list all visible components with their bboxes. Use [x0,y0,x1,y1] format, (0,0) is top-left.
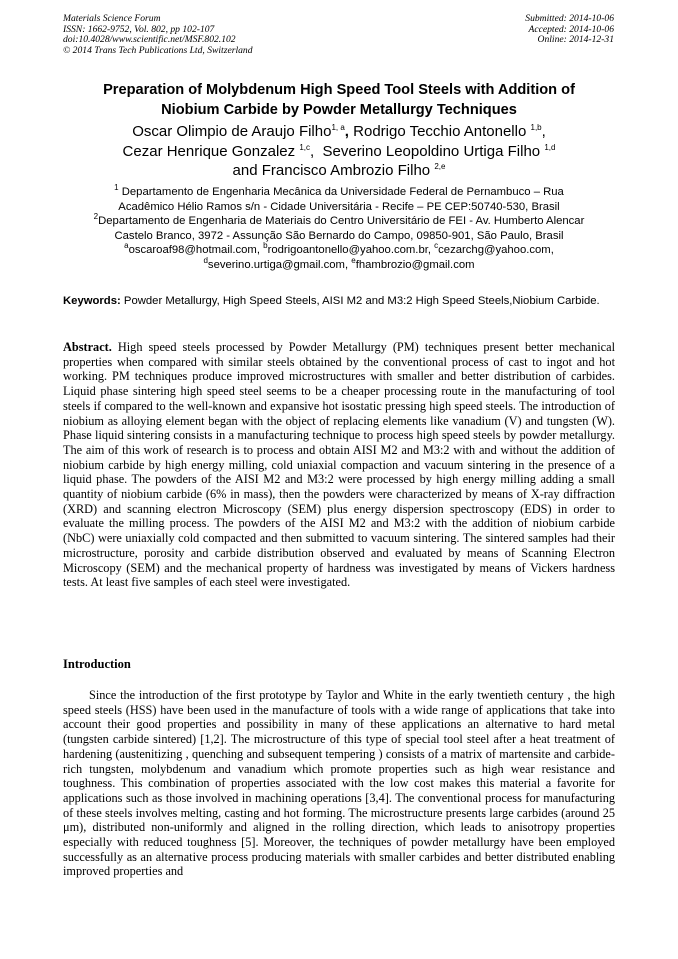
affiliation-mark: 2 [93,212,99,222]
email-d: severino.urtiga@gmail.com, [207,258,352,271]
email-mark: c [434,241,439,251]
affiliation-2-line-2: Castelo Branco, 3972 - Assunção São Bernardo do Campo, 09850-901, São Paulo, Brasil [114,229,564,242]
email-b: rodrigoantonello@yahoo.com.br, [267,244,435,257]
author-line-3 [60,161,618,181]
accepted-date: Accepted: 2014-10-06 [528,23,614,35]
journal-issn: ISSN: 1662-9752, Vol. 802, pp 102-107 [63,23,215,35]
abstract-label: Abstract. [63,340,112,354]
introduction-paragraph: Since the introduction of the first prototype by Taylor and White in the early twentieth century , the high speed steels (HSS) have been used in the manufacture of tools with a wide range of applications that take into account their good properties and possibility in many of these applications an alternative to hard metal (tungsten carbide sintered) [1,2]. The microstructure of this type of special tool steel after a heat treatment of hardening (austenitizing , quenching and subsequent tempering ) consists of a matrix of martensite and carbide-rich tungsten, molybdenum and vanadium which promote properties such as high wear resistance and toughness. This combination of properties associated with the low cost makes this material a favorite for applications such as those involved in machining operations [3,4]. The conventional process for manufacturing of these steels involves melting, casting and hot forming. The microstructure presents large carbides (around 25 μm), distributed non-uniformly and aligned in the rolling direction, which leads to anisotropy properties especially with reduced toughness [5]. Moreover, the techniques of powder metallurgy have been employed successfully as an alternative process producing materials with smaller carbides and better distributed enabling improved properties and [63,688,615,879]
affiliation-1-line-2: Acadêmico Hélio Ramos s/n - Cidade Universitária - Recife – PE CEP:50740-530, Brasil [118,200,560,213]
email-c: cezarchg@yahoo.com, [438,244,554,257]
affiliation-text: Departamento de Engenharia Mecânica da Universidade Federal de Pernambuco – Rua [121,186,564,198]
author-affiliation-mark: 1, a [331,123,345,132]
title-line-2: Niobium Carbide by Powder Metallurgy Techniques [161,102,517,118]
abstract-text: High speed steels processed by Powder Metallurgy (PM) techniques present better mechanical properties when compared with similar steels obtained by the conventional process of cast to ingot and hot working. PM techniques produce improved microstructures with smaller and better distribution of carbides. Liquid phase sintering high speed steel seems to be a cheaper processing route in the manufacturing of tool steels if compared to the well-known and expansive hot isostatic pressing high speed steels. The introduction of niobium as alloying element began with the object of replacing elements like vanadium (V) and tungsten (W). Phase liquid sintering consists in a manufacturing technique to process high speed steels by powder metallurgy. The aim of this work of research is to process and obtain AISI M2 and M3:2 with and without the addition of niobium carbide by high energy milling, cold uniaxial compaction and vacuum sintering in the presence of a liquid phase. The powders of the AISI M2 and M3:2 were processed by high energy milling adding a small quantity of niobium carbide (6% in mass), then the powders were characterized by means of X-ray diffraction (XRD) and scanning electron Microscopy (SEM) plus energy dispersion spectroscopy (EDS) in order to evaluate the milling process. The powders of the AISI M2 and M3:2 with the addition of niobium carbide (NbC) were uniaxially cold compacted and then submitted to vacuum sintering. The sintered samples had their microstructure, porosity and carbide distribution observed and evaluated by means of Scanning Electron Microscopy (SEM) and the mechanical property of hardness was investigated by means of Vickers hardness tests. At least five samples of each steel were investigated. [63,340,615,590]
keywords-label: Keywords: [63,295,121,307]
affiliation-text: Departamento de Engenharia de Materiais do Centro Universitário de FEI - Av. Humberto Alencar [98,215,585,228]
journal-name: Materials Science Forum [63,13,161,24]
keywords-section [63,294,615,309]
author-name: Cezar Henrique Gonzalez [122,142,296,160]
email-line-1 [60,243,618,258]
title-line-1: Preparation of Molybdenum High Speed Tool Steels with Addition of [103,82,575,98]
journal-copyright: © 2014 Trans Tech Publications Ltd, Switzerland [63,44,253,56]
keywords-text: Powder Metallurgy, High Speed Steels, AISI M2 and M3:2 High Speed Steels,Niobium Carbide. [120,295,600,307]
author-name: Rodrigo Tecchio Antonello [353,123,527,140]
author-affiliation-mark: 1,b [530,123,542,132]
author-affiliation-mark: 1,c [299,142,310,152]
email-a: oscaroaf98@hotmail.com, [128,244,264,257]
affiliation-mark: 1 [114,183,119,193]
email-mark: e [351,256,356,266]
introduction-heading: Introduction [63,657,131,671]
email-mark: a [124,241,129,251]
author-name: Severino Leopoldino Urtiga Filho [322,142,541,160]
affiliation-2-line-1 [60,214,618,229]
affiliation-1-line-1 [60,185,618,200]
email-mark: d [203,256,208,266]
submission-dates [414,14,614,46]
author-affiliation-mark: 1,d [544,142,556,152]
author-name: Oscar Olimpio de Araujo Filho [132,123,332,140]
author-line-2: Cezar Henrique Gonzalez $^{1,c}$, Severino Leopoldino Urtiga Filho $^{1,d}$ [122,142,556,160]
journal-doi: doi:10.4028/www.scientific.net/MSF.802.102 [63,34,236,46]
online-date: Online: 2014-12-31 [537,34,614,46]
journal-info [63,14,393,56]
author-affiliation-mark: 2,e [434,162,446,171]
author-line-1: Oscar Olimpio de Araujo Filho$^{1, a}$, Rodrigo Tecchio Antonello $^{1,b}$, [132,123,546,140]
submitted-date: Submitted: 2014-10-06 [525,13,614,24]
affiliations [60,185,618,273]
email-line-2 [60,258,618,273]
email-e: fhambrozio@gmail.com [355,258,475,271]
email-mark: b [263,241,268,251]
paper-title [60,80,618,120]
author-name: and Francisco Ambrozio Filho [232,162,431,179]
abstract-section [63,340,615,590]
author-list [60,122,618,181]
